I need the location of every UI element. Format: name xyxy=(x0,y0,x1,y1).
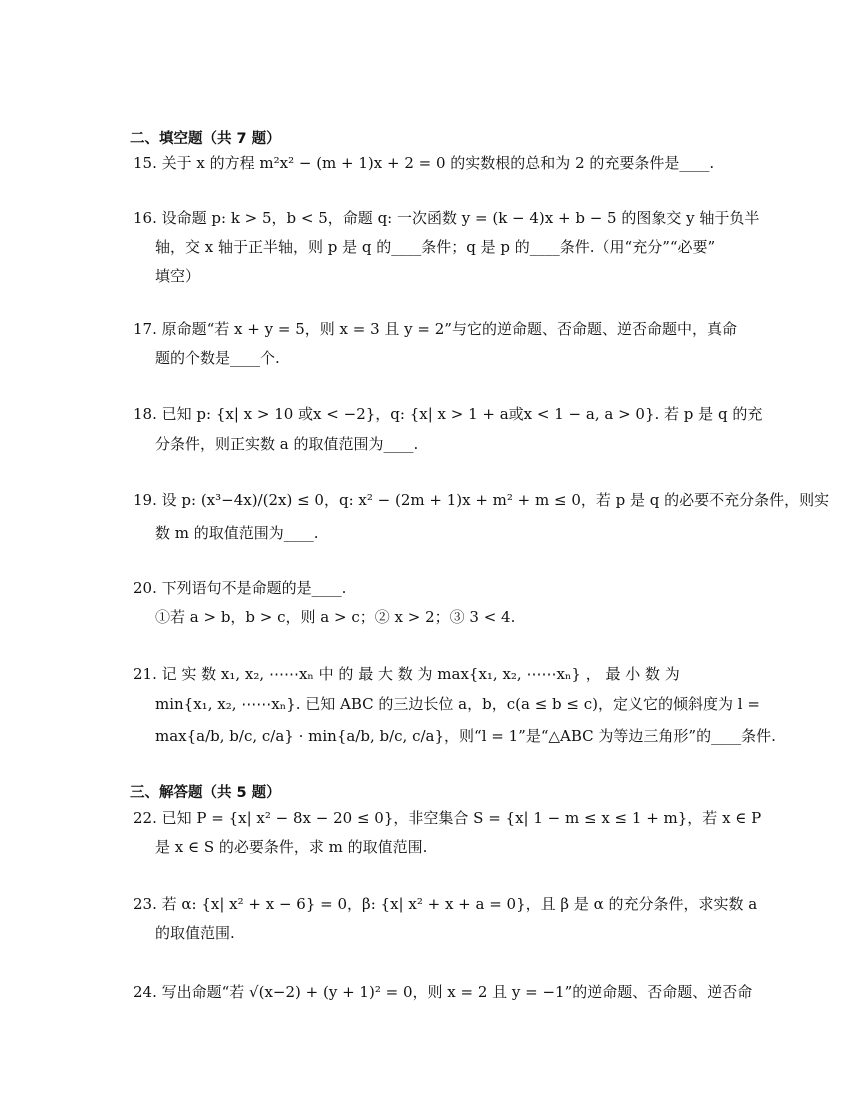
question-line: 数 m 的取值范围为____. xyxy=(155,524,319,542)
question-line: 分条件，则正实数 a 的取值范围为____. xyxy=(155,435,419,453)
section-title-fill-in: 二、填空题（共 7 题） xyxy=(130,131,281,147)
question-line: 填空） xyxy=(155,267,201,285)
question-line: 15. 关于 x 的方程 m²x² − (m + 1)x + 2 = 0 的实数根的总和为 2 的充要条件是____. xyxy=(133,154,715,172)
question-line: min{x₁, x₂, ⋯⋯xₙ}. 已知 ABC 的三边长位 a，b，c(a ≤ b ≤ c)，定义它的倾斜度为 l = xyxy=(155,695,760,713)
question-line: 题的个数是____个. xyxy=(155,349,280,367)
question-line: 是 x ∈ S 的必要条件，求 m 的取值范围. xyxy=(155,838,428,856)
question-line: ①若 a > b，b > c，则 a > c；② x > 2；③ 3 < 4. xyxy=(155,608,516,626)
question-line: 23. 若 α: {x| x² + x − 6} = 0，β: {x| x² + x + a = 0}，且 β 是 α 的充分条件，求实数 a xyxy=(133,895,758,913)
question-line: max{a/b, b/c, c/a} · min{a/b, b/c, c/a}，则“l = 1”是“△ABC 为等边三角形”的____条件. xyxy=(155,727,776,745)
question-line: 22. 已知 P = {x| x² − 8x − 20 ≤ 0}，非空集合 S = {x| 1 − m ≤ x ≤ 1 + m}，若 x ∈ P xyxy=(133,809,762,827)
question-line: 18. 已知 p: {x| x > 10 或x < −2}，q: {x| x > 1 + a或x < 1 − a, a > 0}. 若 p 是 q 的充 xyxy=(133,405,763,423)
question-line: 的取值范围. xyxy=(155,924,235,942)
question-line: 17. 原命题“若 x + y = 5，则 x = 3 且 y = 2”与它的逆命题、否命题、逆否命题中，真命 xyxy=(133,320,737,338)
question-line: 24. 写出命题“若 √(x−2) + (y + 1)² = 0，则 x = 2 且 y = −1”的逆命题、否命题、逆否命 xyxy=(133,983,753,1001)
section-title-answers: 三、解答题（共 5 题） xyxy=(130,785,281,801)
question-line: 轴，交 x 轴于正半轴，则 p 是 q 的____条件；q 是 p 的____条件.（用“充分”“必要” xyxy=(155,238,716,256)
question-line: 21. 记 实 数 x₁, x₂, ⋯⋯xₙ 中 的 最 大 数 为 max{x₁, x₂, ⋯⋯xₙ} ， 最 小 数 为 xyxy=(133,665,680,683)
question-line: 20. 下列语句不是命题的是____. xyxy=(133,579,347,597)
question-line: 19. 设 p: (x³−4x)/(2x) ≤ 0，q: x² − (2m + 1)x + m² + m ≤ 0，若 p 是 q 的必要不充分条件，则实 xyxy=(133,491,830,509)
question-line: 16. 设命题 p: k > 5，b < 5，命题 q: 一次函数 y = (k − 4)x + b − 5 的图象交 y 轴于负半 xyxy=(133,209,760,227)
